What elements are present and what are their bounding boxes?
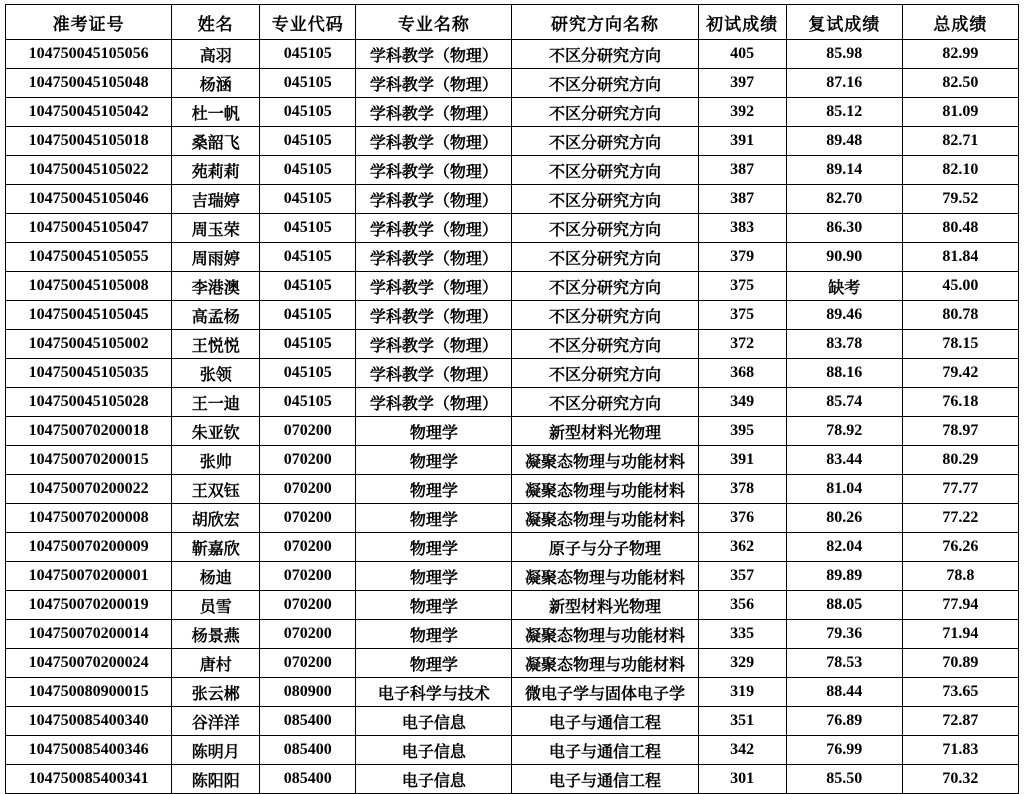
cell-second-exam-score: 89.89 bbox=[786, 562, 902, 591]
cell-first-exam-score: 391 bbox=[698, 127, 786, 156]
column-header-exam-number: 准考证号 bbox=[6, 5, 172, 40]
column-header-major-code: 专业代码 bbox=[260, 5, 356, 40]
cell-exam-number: 104750070200019 bbox=[6, 591, 172, 620]
cell-name: 王悦悦 bbox=[172, 330, 260, 359]
table-row bbox=[6, 446, 1019, 475]
cell-major-name: 物理学 bbox=[356, 649, 512, 678]
cell-major-code: 045105 bbox=[260, 301, 356, 330]
cell-first-exam-score: 335 bbox=[698, 620, 786, 649]
table-row bbox=[6, 330, 1019, 359]
cell-name: 高孟杨 bbox=[172, 301, 260, 330]
cell-exam-number: 104750045105018 bbox=[6, 127, 172, 156]
cell-major-code: 045105 bbox=[260, 243, 356, 272]
cell-exam-number: 104750085400340 bbox=[6, 707, 172, 736]
cell-major-code: 045105 bbox=[260, 156, 356, 185]
cell-major-name: 物理学 bbox=[356, 591, 512, 620]
cell-first-exam-score: 368 bbox=[698, 359, 786, 388]
cell-major-name: 物理学 bbox=[356, 446, 512, 475]
cell-major-name: 物理学 bbox=[356, 533, 512, 562]
cell-first-exam-score: 329 bbox=[698, 649, 786, 678]
table-row bbox=[6, 301, 1019, 330]
cell-first-exam-score: 375 bbox=[698, 301, 786, 330]
cell-first-exam-score: 372 bbox=[698, 330, 786, 359]
cell-second-exam-score: 78.92 bbox=[786, 417, 902, 446]
cell-total-score: 78.97 bbox=[902, 417, 1018, 446]
cell-research-direction: 不区分研究方向 bbox=[512, 243, 698, 272]
table-row bbox=[6, 620, 1019, 649]
cell-research-direction: 不区分研究方向 bbox=[512, 214, 698, 243]
cell-total-score: 71.94 bbox=[902, 620, 1018, 649]
cell-name: 张帅 bbox=[172, 446, 260, 475]
cell-total-score: 82.50 bbox=[902, 69, 1018, 98]
cell-first-exam-score: 378 bbox=[698, 475, 786, 504]
cell-exam-number: 104750070200018 bbox=[6, 417, 172, 446]
cell-exam-number: 104750045105045 bbox=[6, 301, 172, 330]
table-row bbox=[6, 562, 1019, 591]
cell-exam-number: 104750070200024 bbox=[6, 649, 172, 678]
column-header-first-exam-score: 初试成绩 bbox=[698, 5, 786, 40]
cell-research-direction: 微电子学与固体电子学 bbox=[512, 678, 698, 707]
cell-exam-number: 104750045105055 bbox=[6, 243, 172, 272]
cell-total-score: 80.29 bbox=[902, 446, 1018, 475]
cell-total-score: 70.89 bbox=[902, 649, 1018, 678]
table-row bbox=[6, 707, 1019, 736]
cell-exam-number: 104750070200014 bbox=[6, 620, 172, 649]
cell-total-score: 78.15 bbox=[902, 330, 1018, 359]
cell-exam-number: 104750045105002 bbox=[6, 330, 172, 359]
table-row bbox=[6, 359, 1019, 388]
cell-name: 杜一帆 bbox=[172, 98, 260, 127]
cell-total-score: 76.18 bbox=[902, 388, 1018, 417]
cell-second-exam-score: 88.16 bbox=[786, 359, 902, 388]
cell-exam-number: 104750070200009 bbox=[6, 533, 172, 562]
cell-name: 桑韶飞 bbox=[172, 127, 260, 156]
cell-second-exam-score: 83.78 bbox=[786, 330, 902, 359]
cell-total-score: 73.65 bbox=[902, 678, 1018, 707]
cell-second-exam-score: 82.70 bbox=[786, 185, 902, 214]
cell-total-score: 76.26 bbox=[902, 533, 1018, 562]
cell-major-name: 物理学 bbox=[356, 504, 512, 533]
cell-second-exam-score: 88.05 bbox=[786, 591, 902, 620]
cell-major-code: 070200 bbox=[260, 417, 356, 446]
cell-first-exam-score: 379 bbox=[698, 243, 786, 272]
cell-research-direction: 电子与通信工程 bbox=[512, 707, 698, 736]
cell-exam-number: 104750045105028 bbox=[6, 388, 172, 417]
cell-exam-number: 104750070200022 bbox=[6, 475, 172, 504]
cell-first-exam-score: 342 bbox=[698, 736, 786, 765]
cell-name: 杨景燕 bbox=[172, 620, 260, 649]
cell-research-direction: 不区分研究方向 bbox=[512, 156, 698, 185]
table-row bbox=[6, 272, 1019, 301]
cell-research-direction: 凝聚态物理与功能材料 bbox=[512, 562, 698, 591]
cell-major-code: 070200 bbox=[260, 591, 356, 620]
cell-exam-number: 104750070200008 bbox=[6, 504, 172, 533]
cell-total-score: 82.71 bbox=[902, 127, 1018, 156]
column-header-total-score: 总成绩 bbox=[902, 5, 1018, 40]
cell-total-score: 82.99 bbox=[902, 40, 1018, 69]
cell-research-direction: 不区分研究方向 bbox=[512, 359, 698, 388]
column-header-major-name: 专业名称 bbox=[356, 5, 512, 40]
cell-second-exam-score: 85.12 bbox=[786, 98, 902, 127]
table-row bbox=[6, 649, 1019, 678]
cell-second-exam-score: 89.46 bbox=[786, 301, 902, 330]
cell-name: 高羽 bbox=[172, 40, 260, 69]
cell-major-name: 电子信息 bbox=[356, 707, 512, 736]
table-header-row bbox=[6, 5, 1019, 40]
cell-research-direction: 不区分研究方向 bbox=[512, 69, 698, 98]
cell-second-exam-score: 缺考 bbox=[786, 272, 902, 301]
cell-first-exam-score: 375 bbox=[698, 272, 786, 301]
cell-total-score: 77.22 bbox=[902, 504, 1018, 533]
cell-name: 王一迪 bbox=[172, 388, 260, 417]
cell-exam-number: 104750085400346 bbox=[6, 736, 172, 765]
table-row bbox=[6, 127, 1019, 156]
table-row bbox=[6, 765, 1019, 794]
cell-research-direction: 不区分研究方向 bbox=[512, 185, 698, 214]
cell-first-exam-score: 395 bbox=[698, 417, 786, 446]
cell-major-name: 学科教学（物理） bbox=[356, 359, 512, 388]
table-row bbox=[6, 156, 1019, 185]
cell-first-exam-score: 362 bbox=[698, 533, 786, 562]
cell-research-direction: 不区分研究方向 bbox=[512, 272, 698, 301]
cell-total-score: 72.87 bbox=[902, 707, 1018, 736]
cell-major-name: 电子信息 bbox=[356, 736, 512, 765]
cell-major-code: 085400 bbox=[260, 707, 356, 736]
cell-second-exam-score: 78.53 bbox=[786, 649, 902, 678]
cell-major-name: 学科教学（物理） bbox=[356, 156, 512, 185]
cell-major-code: 045105 bbox=[260, 272, 356, 301]
cell-first-exam-score: 387 bbox=[698, 185, 786, 214]
cell-first-exam-score: 392 bbox=[698, 98, 786, 127]
cell-major-name: 学科教学（物理） bbox=[356, 301, 512, 330]
cell-major-code: 070200 bbox=[260, 475, 356, 504]
table-row bbox=[6, 736, 1019, 765]
cell-name: 唐村 bbox=[172, 649, 260, 678]
cell-second-exam-score: 81.04 bbox=[786, 475, 902, 504]
cell-total-score: 77.94 bbox=[902, 591, 1018, 620]
cell-major-name: 学科教学（物理） bbox=[356, 69, 512, 98]
cell-research-direction: 新型材料光物理 bbox=[512, 591, 698, 620]
cell-major-name: 学科教学（物理） bbox=[356, 185, 512, 214]
cell-major-code: 070200 bbox=[260, 649, 356, 678]
cell-first-exam-score: 301 bbox=[698, 765, 786, 794]
cell-exam-number: 104750080900015 bbox=[6, 678, 172, 707]
cell-exam-number: 104750045105035 bbox=[6, 359, 172, 388]
cell-second-exam-score: 87.16 bbox=[786, 69, 902, 98]
cell-exam-number: 104750045105022 bbox=[6, 156, 172, 185]
cell-total-score: 81.84 bbox=[902, 243, 1018, 272]
cell-second-exam-score: 85.74 bbox=[786, 388, 902, 417]
cell-total-score: 45.00 bbox=[902, 272, 1018, 301]
cell-major-name: 电子信息 bbox=[356, 765, 512, 794]
cell-major-name: 电子科学与技术 bbox=[356, 678, 512, 707]
cell-name: 周雨婷 bbox=[172, 243, 260, 272]
cell-research-direction: 不区分研究方向 bbox=[512, 127, 698, 156]
table-row bbox=[6, 678, 1019, 707]
cell-major-code: 045105 bbox=[260, 98, 356, 127]
cell-second-exam-score: 82.04 bbox=[786, 533, 902, 562]
cell-name: 周玉荣 bbox=[172, 214, 260, 243]
cell-first-exam-score: 319 bbox=[698, 678, 786, 707]
cell-second-exam-score: 79.36 bbox=[786, 620, 902, 649]
column-header-second-exam-score: 复试成绩 bbox=[786, 5, 902, 40]
cell-total-score: 80.48 bbox=[902, 214, 1018, 243]
cell-exam-number: 104750070200015 bbox=[6, 446, 172, 475]
cell-name: 吉瑞婷 bbox=[172, 185, 260, 214]
cell-first-exam-score: 349 bbox=[698, 388, 786, 417]
cell-exam-number: 104750045105008 bbox=[6, 272, 172, 301]
cell-first-exam-score: 357 bbox=[698, 562, 786, 591]
cell-major-name: 学科教学（物理） bbox=[356, 214, 512, 243]
cell-major-code: 045105 bbox=[260, 214, 356, 243]
cell-name: 张领 bbox=[172, 359, 260, 388]
table-row bbox=[6, 69, 1019, 98]
cell-major-code: 045105 bbox=[260, 69, 356, 98]
cell-second-exam-score: 88.44 bbox=[786, 678, 902, 707]
table-row bbox=[6, 475, 1019, 504]
cell-major-code: 045105 bbox=[260, 330, 356, 359]
cell-research-direction: 电子与通信工程 bbox=[512, 765, 698, 794]
table-row bbox=[6, 185, 1019, 214]
table-row bbox=[6, 40, 1019, 69]
cell-major-code: 045105 bbox=[260, 40, 356, 69]
cell-research-direction: 原子与分子物理 bbox=[512, 533, 698, 562]
cell-major-name: 物理学 bbox=[356, 620, 512, 649]
cell-total-score: 70.32 bbox=[902, 765, 1018, 794]
cell-research-direction: 新型材料光物理 bbox=[512, 417, 698, 446]
cell-name: 王双钰 bbox=[172, 475, 260, 504]
table-row bbox=[6, 417, 1019, 446]
table-row bbox=[6, 504, 1019, 533]
cell-exam-number: 104750045105046 bbox=[6, 185, 172, 214]
cell-major-name: 物理学 bbox=[356, 562, 512, 591]
cell-research-direction: 不区分研究方向 bbox=[512, 388, 698, 417]
table-row bbox=[6, 533, 1019, 562]
cell-major-code: 045105 bbox=[260, 359, 356, 388]
cell-major-code: 070200 bbox=[260, 562, 356, 591]
cell-second-exam-score: 83.44 bbox=[786, 446, 902, 475]
table-row bbox=[6, 214, 1019, 243]
cell-total-score: 81.09 bbox=[902, 98, 1018, 127]
cell-major-name: 学科教学（物理） bbox=[356, 330, 512, 359]
cell-research-direction: 不区分研究方向 bbox=[512, 40, 698, 69]
cell-research-direction: 不区分研究方向 bbox=[512, 301, 698, 330]
cell-total-score: 79.42 bbox=[902, 359, 1018, 388]
cell-name: 杨涵 bbox=[172, 69, 260, 98]
cell-first-exam-score: 351 bbox=[698, 707, 786, 736]
cell-major-name: 学科教学（物理） bbox=[356, 40, 512, 69]
cell-second-exam-score: 80.26 bbox=[786, 504, 902, 533]
cell-total-score: 77.77 bbox=[902, 475, 1018, 504]
cell-major-code: 080900 bbox=[260, 678, 356, 707]
cell-exam-number: 104750085400341 bbox=[6, 765, 172, 794]
cell-exam-number: 104750045105048 bbox=[6, 69, 172, 98]
cell-major-name: 学科教学（物理） bbox=[356, 243, 512, 272]
cell-research-direction: 凝聚态物理与功能材料 bbox=[512, 649, 698, 678]
cell-exam-number: 104750045105042 bbox=[6, 98, 172, 127]
cell-name: 胡欣宏 bbox=[172, 504, 260, 533]
cell-major-code: 070200 bbox=[260, 504, 356, 533]
cell-major-name: 学科教学（物理） bbox=[356, 272, 512, 301]
cell-name: 苑莉莉 bbox=[172, 156, 260, 185]
cell-research-direction: 不区分研究方向 bbox=[512, 98, 698, 127]
cell-exam-number: 104750045105047 bbox=[6, 214, 172, 243]
cell-major-code: 070200 bbox=[260, 446, 356, 475]
cell-research-direction: 凝聚态物理与功能材料 bbox=[512, 475, 698, 504]
column-header-research-direction: 研究方向名称 bbox=[512, 5, 698, 40]
cell-name: 陈明月 bbox=[172, 736, 260, 765]
cell-total-score: 80.78 bbox=[902, 301, 1018, 330]
cell-total-score: 71.83 bbox=[902, 736, 1018, 765]
cell-second-exam-score: 76.89 bbox=[786, 707, 902, 736]
cell-name: 张云郴 bbox=[172, 678, 260, 707]
cell-first-exam-score: 356 bbox=[698, 591, 786, 620]
table-body bbox=[6, 40, 1019, 794]
table-row bbox=[6, 591, 1019, 620]
cell-name: 员雪 bbox=[172, 591, 260, 620]
cell-research-direction: 凝聚态物理与功能材料 bbox=[512, 620, 698, 649]
admission-score-table bbox=[5, 4, 1019, 794]
cell-exam-number: 104750045105056 bbox=[6, 40, 172, 69]
cell-first-exam-score: 376 bbox=[698, 504, 786, 533]
table-row bbox=[6, 98, 1019, 127]
cell-research-direction: 凝聚态物理与功能材料 bbox=[512, 446, 698, 475]
cell-research-direction: 凝聚态物理与功能材料 bbox=[512, 504, 698, 533]
cell-total-score: 78.8 bbox=[902, 562, 1018, 591]
cell-research-direction: 电子与通信工程 bbox=[512, 736, 698, 765]
cell-major-code: 070200 bbox=[260, 620, 356, 649]
cell-major-code: 045105 bbox=[260, 185, 356, 214]
cell-first-exam-score: 391 bbox=[698, 446, 786, 475]
cell-second-exam-score: 89.14 bbox=[786, 156, 902, 185]
table-row bbox=[6, 388, 1019, 417]
cell-major-name: 学科教学（物理） bbox=[356, 98, 512, 127]
cell-first-exam-score: 383 bbox=[698, 214, 786, 243]
cell-second-exam-score: 89.48 bbox=[786, 127, 902, 156]
cell-total-score: 79.52 bbox=[902, 185, 1018, 214]
cell-major-name: 物理学 bbox=[356, 475, 512, 504]
cell-first-exam-score: 387 bbox=[698, 156, 786, 185]
cell-research-direction: 不区分研究方向 bbox=[512, 330, 698, 359]
cell-second-exam-score: 85.98 bbox=[786, 40, 902, 69]
cell-major-name: 学科教学（物理） bbox=[356, 388, 512, 417]
cell-first-exam-score: 405 bbox=[698, 40, 786, 69]
table-row bbox=[6, 243, 1019, 272]
cell-major-code: 045105 bbox=[260, 388, 356, 417]
cell-second-exam-score: 86.30 bbox=[786, 214, 902, 243]
cell-name: 李港澳 bbox=[172, 272, 260, 301]
cell-major-code: 070200 bbox=[260, 533, 356, 562]
cell-total-score: 82.10 bbox=[902, 156, 1018, 185]
cell-name: 谷洋洋 bbox=[172, 707, 260, 736]
cell-name: 靳嘉欣 bbox=[172, 533, 260, 562]
cell-major-code: 085400 bbox=[260, 765, 356, 794]
cell-second-exam-score: 85.50 bbox=[786, 765, 902, 794]
cell-major-name: 学科教学（物理） bbox=[356, 127, 512, 156]
cell-second-exam-score: 76.99 bbox=[786, 736, 902, 765]
cell-major-name: 物理学 bbox=[356, 417, 512, 446]
cell-major-code: 085400 bbox=[260, 736, 356, 765]
cell-first-exam-score: 397 bbox=[698, 69, 786, 98]
cell-exam-number: 104750070200001 bbox=[6, 562, 172, 591]
cell-name: 陈阳阳 bbox=[172, 765, 260, 794]
cell-second-exam-score: 90.90 bbox=[786, 243, 902, 272]
cell-name: 杨迪 bbox=[172, 562, 260, 591]
column-header-name: 姓名 bbox=[172, 5, 260, 40]
cell-name: 朱亚钦 bbox=[172, 417, 260, 446]
cell-major-code: 045105 bbox=[260, 127, 356, 156]
